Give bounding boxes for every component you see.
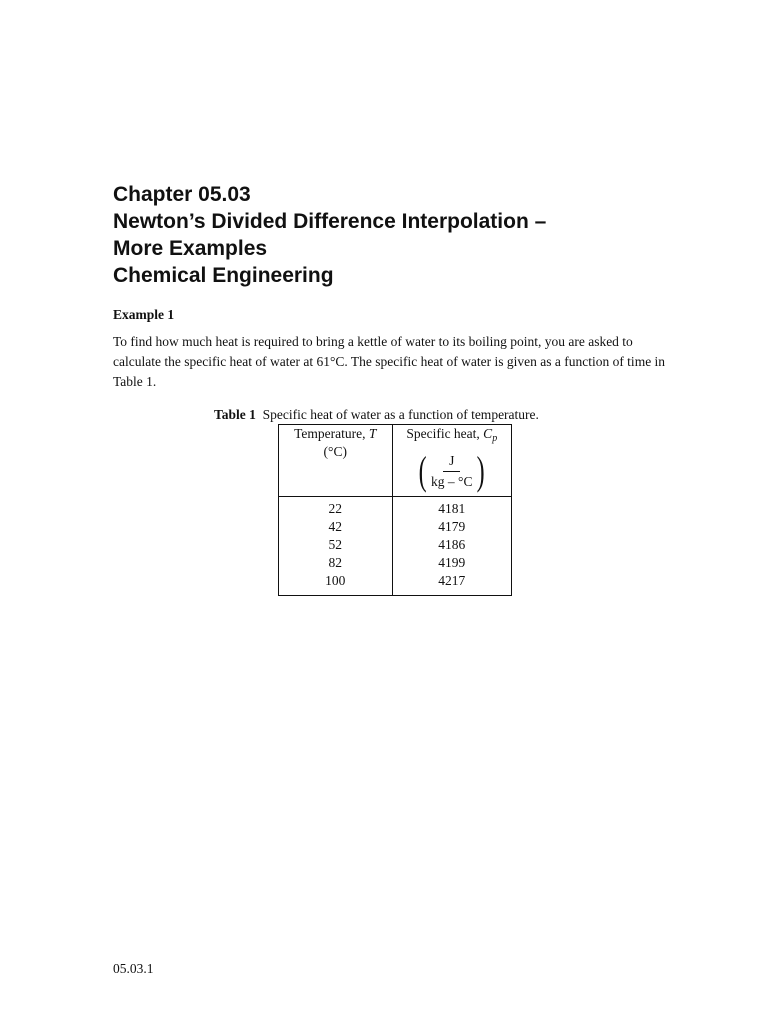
chapter-title-line-1: Newton’s Divided Difference Interpolation – bbox=[113, 210, 547, 233]
column-header-temperature bbox=[279, 425, 393, 497]
chapter-title-line-2: More Examples bbox=[113, 237, 268, 260]
table-row bbox=[279, 497, 512, 519]
col1-symbol: T bbox=[368, 426, 377, 441]
page-number: 05.03.1 bbox=[113, 961, 154, 976]
col1-unit: (°C) bbox=[323, 444, 347, 459]
example-label: Example 1 bbox=[113, 307, 175, 322]
temperature-cell: 42 bbox=[279, 518, 393, 536]
specific-heat-cell: 4179 bbox=[392, 518, 511, 536]
chapter-subject: Chemical Engineering bbox=[113, 264, 334, 287]
unit-fraction bbox=[431, 453, 472, 490]
table-row bbox=[279, 536, 512, 554]
specific-heat-cell: 4217 bbox=[392, 572, 511, 596]
temperature-cell: 82 bbox=[279, 554, 393, 572]
chapter-number: Chapter 05.03 bbox=[113, 183, 251, 206]
right-paren: ) bbox=[477, 448, 486, 493]
column-header-specific-heat bbox=[392, 425, 511, 497]
table-caption bbox=[214, 407, 539, 423]
specific-heat-table bbox=[278, 424, 512, 596]
col2-symbol-subscript: p bbox=[492, 433, 498, 444]
left-paren: ( bbox=[418, 448, 427, 493]
unit-denominator: kg – °C bbox=[431, 473, 473, 489]
col1-header-text: Temperature, bbox=[294, 426, 366, 441]
example-paragraph: To find how much heat is required to bring a kettle of water to its boiling point, you are asked to calculate the specific heat of water at 61°C. The specific heat of water is given as a function of time in Table 1. bbox=[113, 334, 666, 389]
temperature-cell: 52 bbox=[279, 536, 393, 554]
col2-symbol: C bbox=[483, 426, 493, 441]
table-caption-text: Specific heat of water as a function of temperature. bbox=[262, 407, 539, 422]
table-caption-label: Table 1 bbox=[214, 407, 256, 422]
col2-header-text: Specific heat, bbox=[406, 426, 480, 441]
table-row bbox=[279, 518, 512, 536]
chapter-heading bbox=[113, 181, 713, 289]
temperature-cell: 22 bbox=[279, 497, 393, 519]
col2-unit bbox=[416, 448, 488, 493]
specific-heat-cell: 4199 bbox=[392, 554, 511, 572]
table-header-row bbox=[279, 425, 512, 497]
unit-numerator: J bbox=[443, 453, 460, 472]
specific-heat-cell: 4186 bbox=[392, 536, 511, 554]
table-row bbox=[279, 554, 512, 572]
temperature-cell: 100 bbox=[279, 572, 393, 596]
table-row bbox=[279, 572, 512, 596]
specific-heat-cell: 4181 bbox=[392, 497, 511, 519]
